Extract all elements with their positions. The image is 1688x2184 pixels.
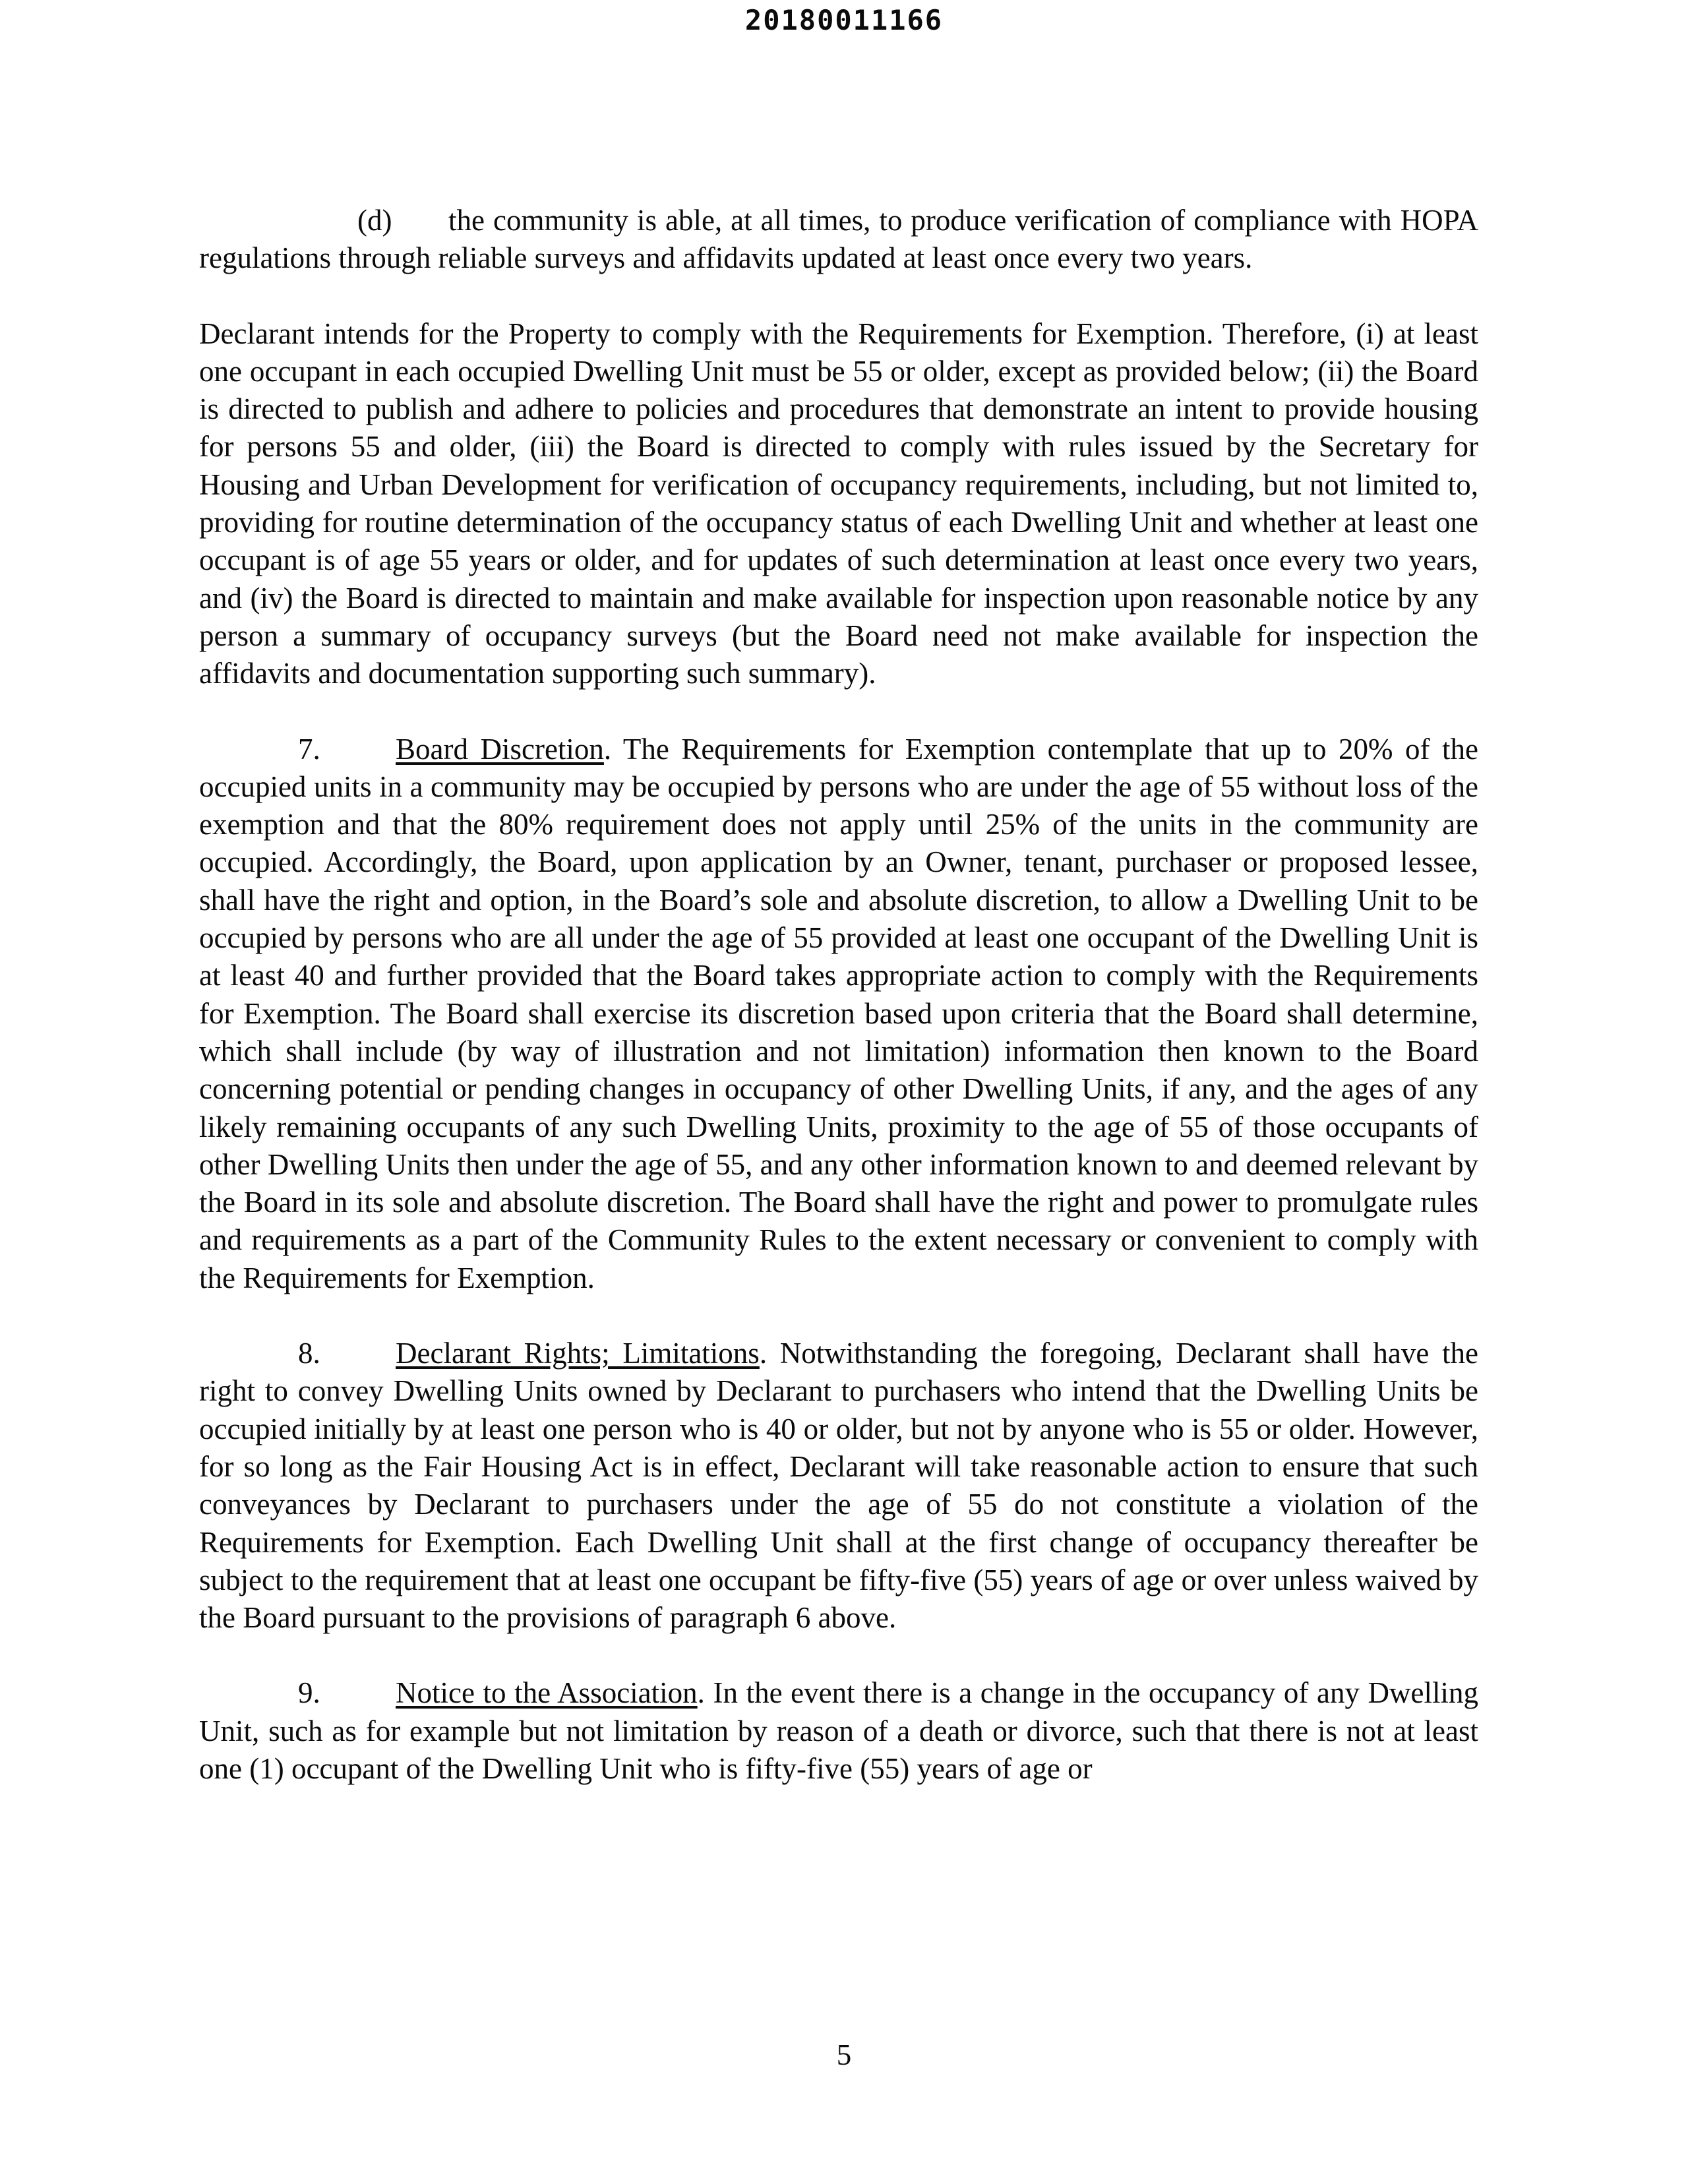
section-7-number: 7. xyxy=(298,732,320,766)
paragraph-d-label: (d) xyxy=(357,204,392,237)
section-7-text: . The Requirements for Exemption contemplate that up to 20% of the occupied units in a community may be occupied by persons who are under the age of 55 without loss of the exemption and that the 80% requirement does not apply until 25% of the units in the community are occupied. Accordingly, the Board, upon application by an Owner, tenant, purchaser or proposed lessee, shall have the right and option, in the Board’s sole and absolute discretion, to allow a Dwelling Unit to be occupied by persons who are all under the age of 55 provided at least one occupant of the Dwelling Unit is at least 40 and further provided that the Board takes appropriate action to comply with the Requirements for Exemption. The Board shall exercise its discretion based upon criteria that the Board shall determine, which shall include (by way of illustration and not limitation) information then known to the Board concerning potential or pending changes in occupancy of other Dwelling Units, if any, and the ages of any likely remaining occupants of any such Dwelling Units, proximity to the age of 55 of those occupants of other Dwelling Units then under the age of 55, and any other information known to and deemed relevant by the Board in its sole and absolute discretion. The Board shall have the right and power to promulgate rules and requirements as a part of the Community Rules to the extent necessary or convenient to comply with the Requirements for Exemption. xyxy=(199,732,1478,1294)
section-7 xyxy=(199,731,1478,1297)
document-number: 20180011166 xyxy=(744,4,944,36)
paragraph-d xyxy=(199,202,1478,278)
paragraph-declarant-intent xyxy=(199,315,1478,693)
section-9-heading: Notice to the Association xyxy=(396,1676,698,1710)
document-body xyxy=(199,202,1478,1825)
section-7-heading: Board Discretion xyxy=(396,732,604,766)
section-8 xyxy=(199,1335,1478,1637)
section-9 xyxy=(199,1674,1478,1788)
section-9-text: . In the event there is a change in the occupancy of any Dwelling Unit, such as for example but not limitation by reason of a death or divorce, such that there is not at least one (1) occupant of the Dwelling Unit who is fifty-five (55) years of age or xyxy=(199,1676,1479,1785)
section-8-number: 8. xyxy=(298,1337,320,1370)
section-8-text: . Notwithstanding the foregoing, Declarant shall have the right to convey Dwelling Units owned by Declarant to purchasers who intend that the Dwelling Units be occupied initially by at least one person who is 40 or older, but not by anyone who is 55 or older. However, for so long as the Fair Housing Act is in effect, Declarant will take reasonable action to ensure that such conveyances by Declarant to purchasers under the age of 55 do not constitute a violation of the Requirements for Exemption. Each Dwelling Unit shall at the first change of occupancy thereafter be subject to the requirement that at least one occupant be fifty-five (55) years of age or over unless waived by the Board pursuant to the provisions of paragraph 6 above. xyxy=(199,1337,1478,1635)
paragraph-d-text: the community is able, at all times, to produce verification of compliance with HOPA regulations through reliable surveys and affidavits updated at least once every two years. xyxy=(199,204,1478,275)
section-9-number: 9. xyxy=(298,1676,320,1710)
page-number: 5 xyxy=(836,2038,852,2071)
declarant-intent-text: Declarant intends for the Property to comply with the Requirements for Exemption. Therefore, (i) at least one occupant in each occupied Dwelling Unit must be 55 or older, except as provided below; (ii) the Board is directed to publish and adhere to policies and procedures that demonstrate an intent to provide housing for persons 55 and older, (iii) the Board is directed to comply with rules issued by the Secretary for Housing and Urban Development for verification of occupancy requirements, including, but not limited to, providing for routine determination of the occupancy status of each Dwelling Unit and whether at least one occupant is of age 55 years or older, and for updates of such determination at least once every two years, and (iv) the Board is directed to maintain and make available for inspection upon reasonable notice by any person a summary of occupancy surveys (but the Board need not make available for inspection the affidavits and documentation supporting such summary). xyxy=(199,317,1478,690)
section-8-heading: Declarant Rights; Limitations xyxy=(396,1337,760,1370)
